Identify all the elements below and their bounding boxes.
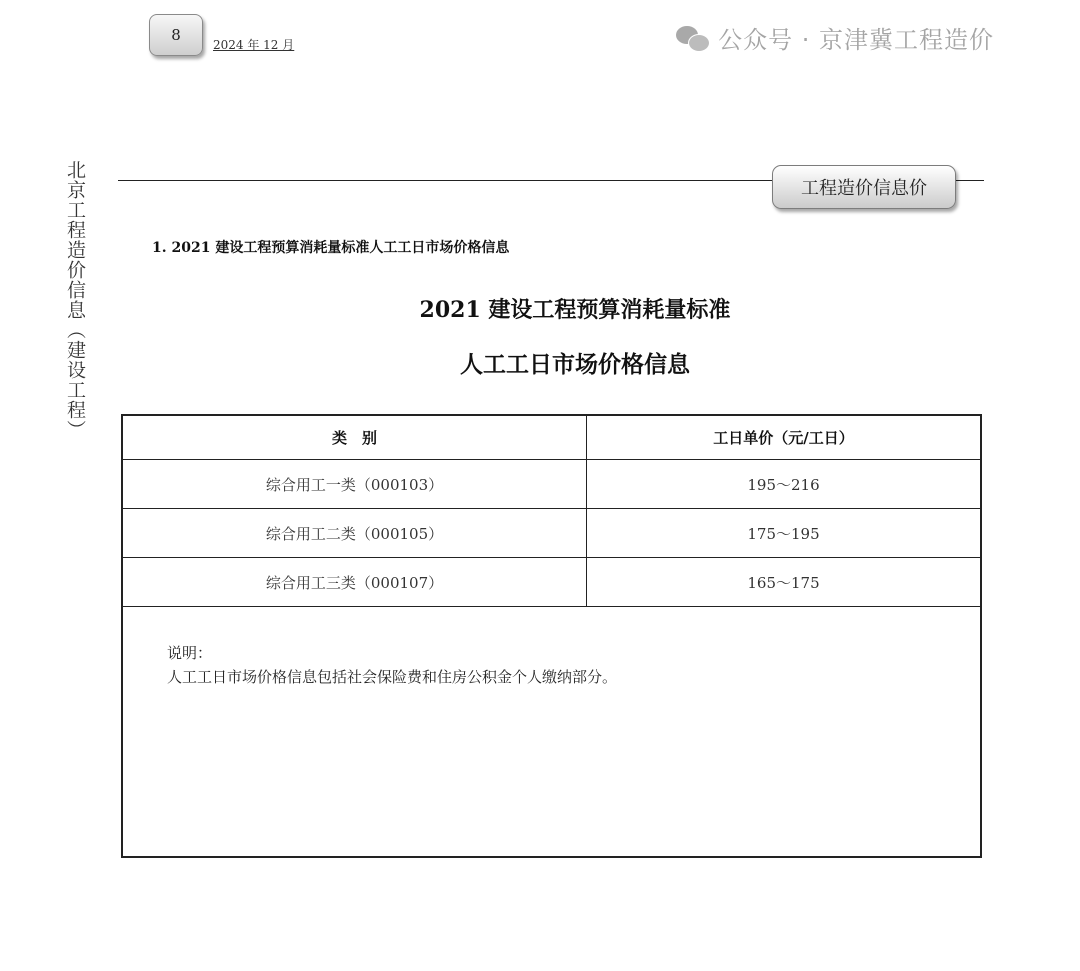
price-cell: 195～216: [747, 475, 820, 494]
note-text: 人工工日市场价格信息包括社会保险费和住房公积金个人缴纳部分。: [167, 668, 618, 686]
watermark: [676, 20, 994, 55]
notes-section: [123, 607, 980, 689]
watermark-text: 公众号 · 京津冀工程造价: [718, 26, 994, 54]
note-label: 说明：: [167, 644, 213, 662]
side-publication-title: 北京工程造价信息（建设工程）: [64, 160, 86, 440]
category-cell: 综合用工三类（000107）: [123, 558, 587, 606]
price-cell: 175～195: [747, 524, 820, 543]
table-header-row: [123, 416, 980, 460]
header-price: 工日单价（元/工日）: [713, 429, 854, 447]
category-cell: 综合用工二类（000105）: [123, 509, 587, 557]
price-cell: 165～175: [747, 573, 820, 592]
page-number-badge: 8: [149, 14, 203, 56]
table-row: [123, 460, 980, 509]
header-category: 类 别: [123, 416, 587, 459]
wechat-icon: [676, 24, 710, 52]
category-cell: 综合用工一类（000103）: [123, 460, 587, 508]
section-tag: 工程造价信息价: [772, 165, 956, 209]
document-title-line2: 人工工日市场价格信息: [460, 351, 690, 378]
table-row: [123, 558, 980, 607]
item-heading: 1. 2021 建设工程预算消耗量标准人工工日市场价格信息: [152, 240, 510, 256]
price-table: [121, 414, 982, 858]
issue-date: 2024 年 12 月: [213, 38, 295, 52]
document-title-line1: 2021 建设工程预算消耗量标准: [419, 297, 731, 323]
table-row: [123, 509, 980, 558]
